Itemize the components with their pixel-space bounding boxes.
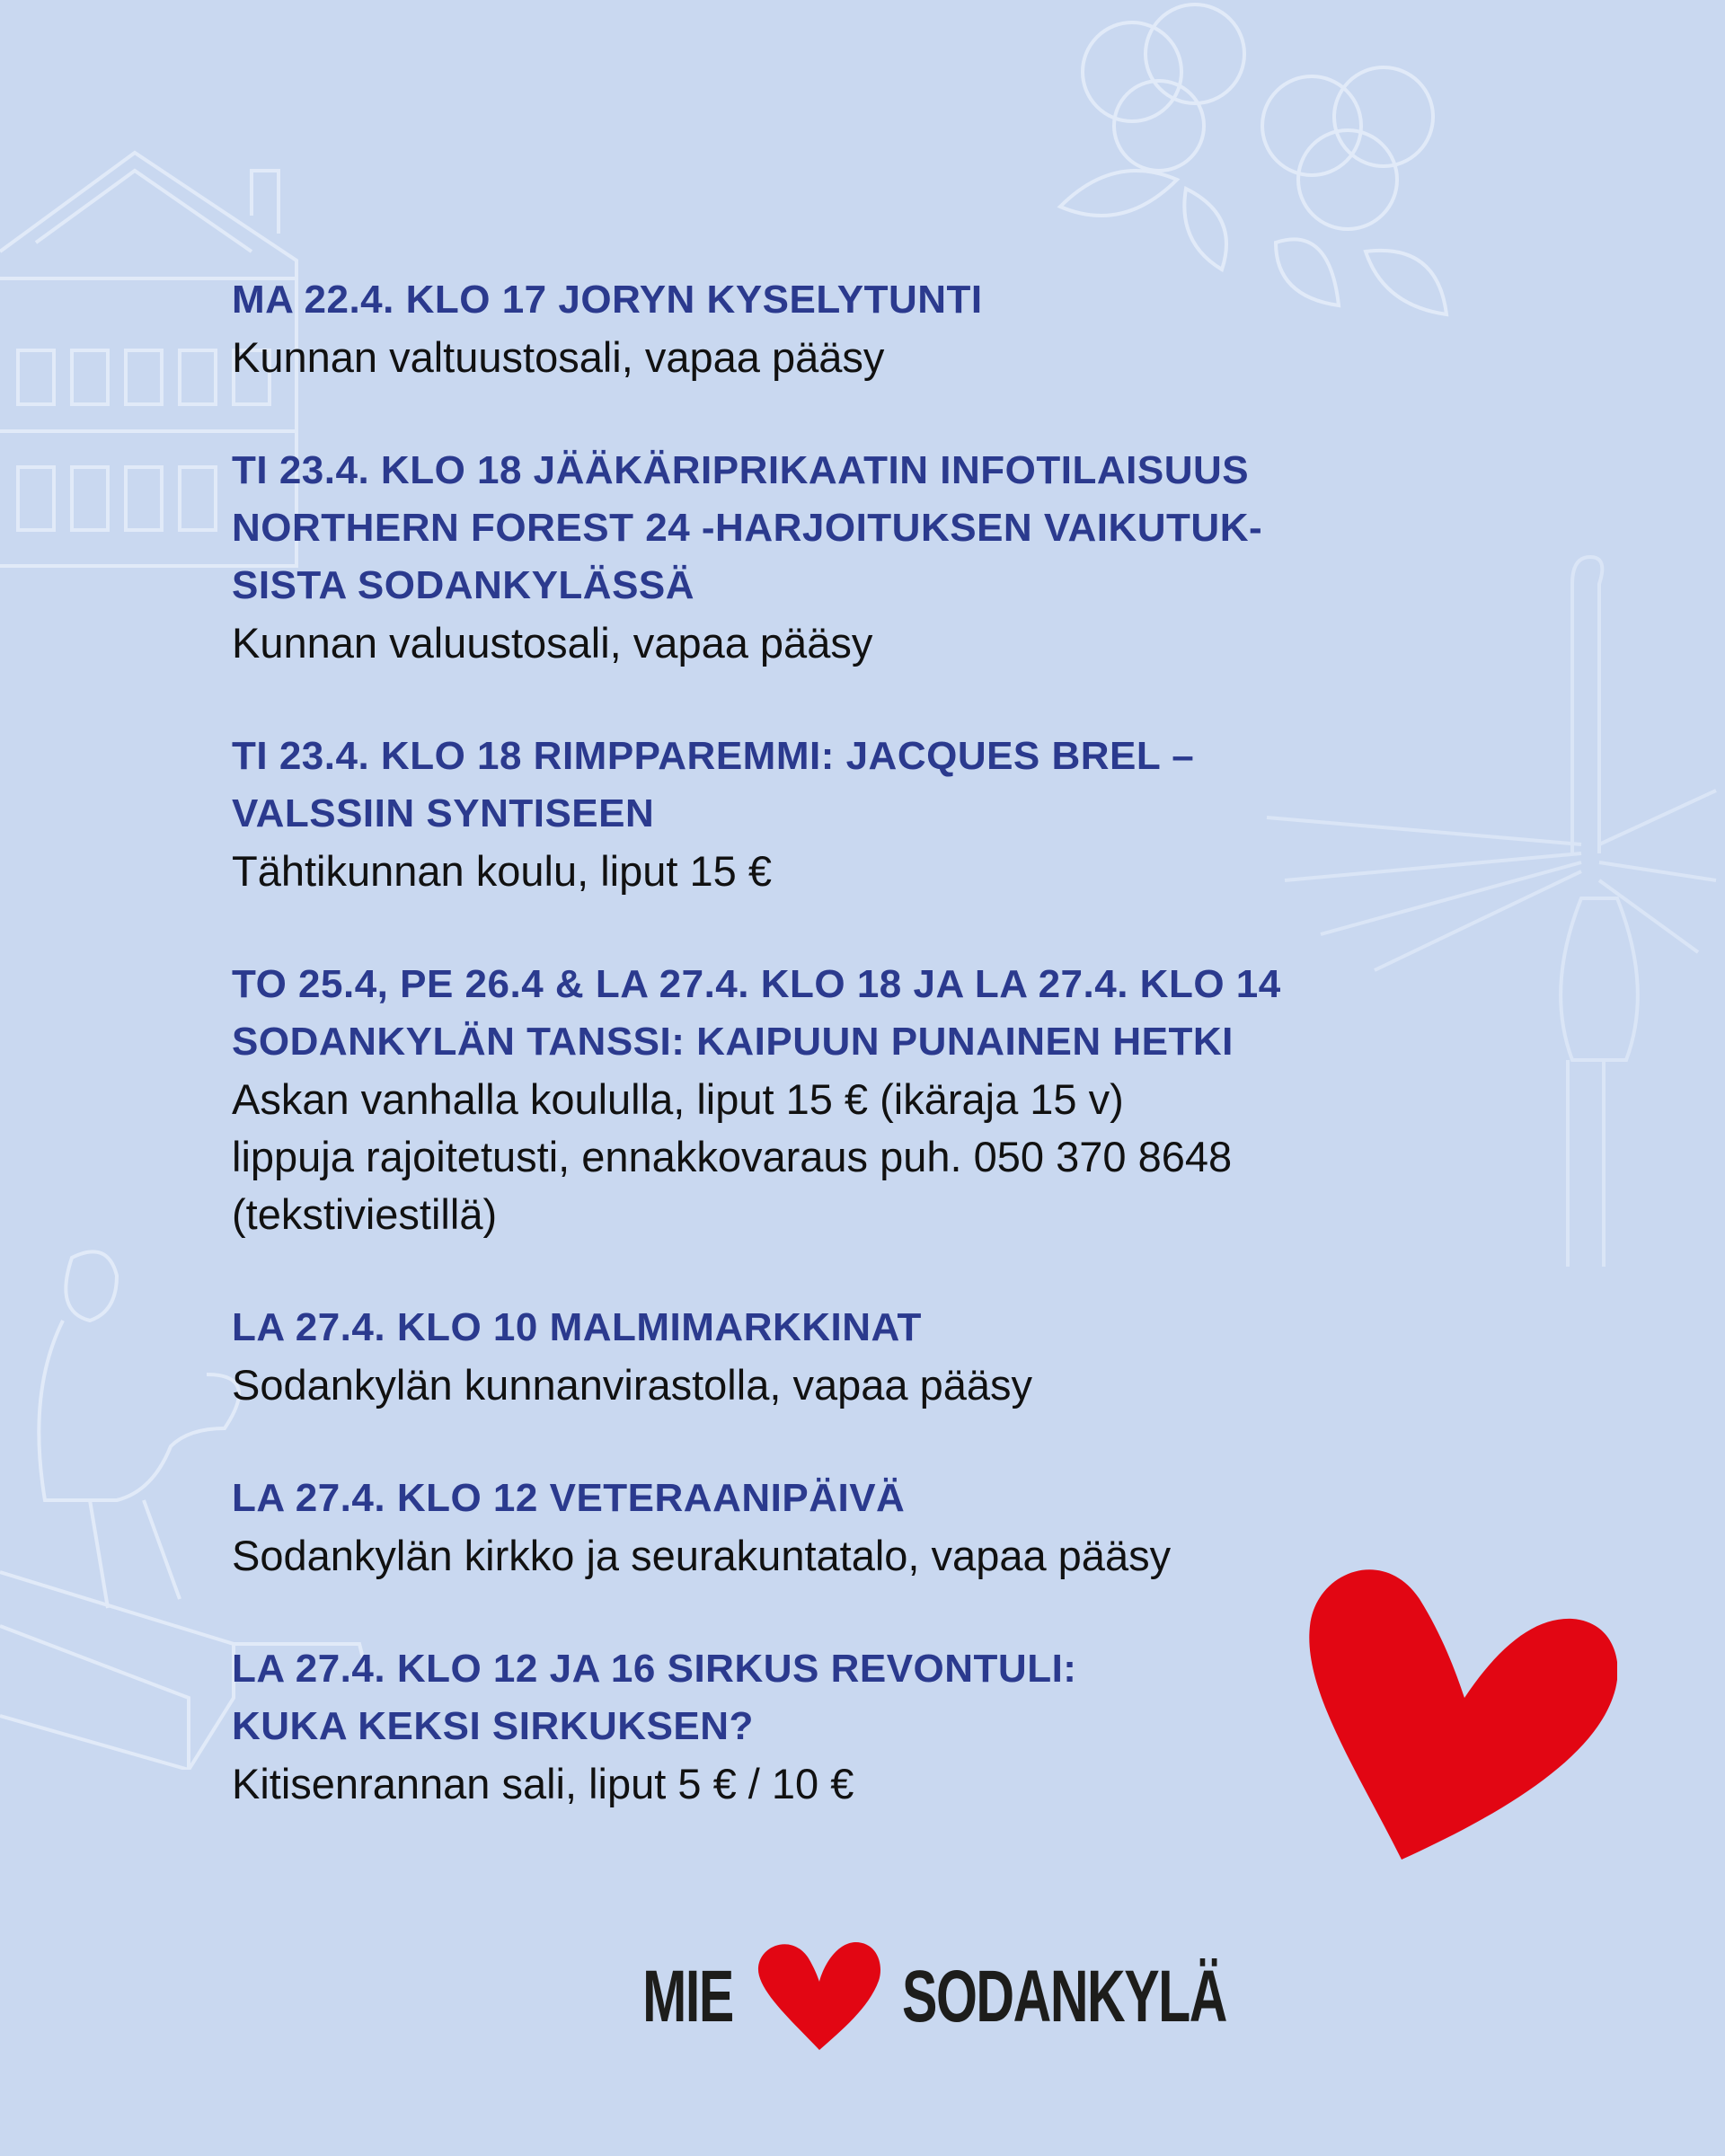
event-heading: LA 27.4. KLO 12 JA 16 SIRKUS REVONTULI: KUKA KEKSI SIRKUKSEN? (232, 1647, 1077, 1748)
event-item (232, 271, 1544, 386)
event-heading: TI 23.4. KLO 18 JÄÄKÄRIPRIKAATIN INFOTILAISUUS NORTHERN FOREST 24 -HARJOITUKSEN VAIKUTUK- SISTA SODANKYLÄSSÄ (232, 448, 1263, 607)
event-details: Sodankylän kunnanvirastolla, vapaa pääsy (232, 1361, 1032, 1409)
heart-icon (1303, 1563, 1617, 1860)
mie-sodankyla-logo (607, 1940, 1352, 2053)
event-item (232, 956, 1544, 1243)
event-heading: LA 27.4. KLO 10 MALMIMARKKINAT (232, 1305, 922, 1349)
event-details: Kunnan valtuustosali, vapaa pääsy (232, 333, 885, 381)
event-item (232, 442, 1544, 672)
event-heading: TI 23.4. KLO 18 RIMPPAREMMI: JACQUES BREL – VALSSIIN SYNTISEEN (232, 734, 1195, 835)
event-details: Kitisenrannan sali, liput 5 € / 10 € (232, 1760, 854, 1807)
event-heading: LA 27.4. KLO 12 VETERAANIPÄIVÄ (232, 1476, 906, 1520)
event-details: Sodankylän kirkko ja seurakuntatalo, vapaa pääsy (232, 1532, 1172, 1579)
logo-heart-icon (756, 1940, 882, 2053)
logo-word-sodankyla: SODANKYLÄ (901, 1955, 1226, 2037)
event-item (232, 728, 1544, 900)
event-details: Kunnan valuustosali, vapaa pääsy (232, 619, 873, 667)
event-heading: TO 25.4, PE 26.4 & LA 27.4. KLO 18 JA LA 27.4. KLO 14 SODANKYLÄN TANSSI: KAIPUUN PUNAINEN HETKI (232, 962, 1281, 1064)
event-heading: MA 22.4. KLO 17 JORYN KYSELYTUNTI (232, 278, 983, 322)
event-item (232, 1299, 1544, 1414)
event-details: Askan vanhalla koululla, liput 15 € (ikäraja 15 v) lippuja rajoitetusti, ennakkovaraus puh. 050 370 8648 (tekstiviestillä) (232, 1075, 1233, 1238)
logo-word-mie: MIE (642, 1955, 733, 2037)
event-details: Tähtikunnan koulu, liput 15 € (232, 847, 772, 895)
